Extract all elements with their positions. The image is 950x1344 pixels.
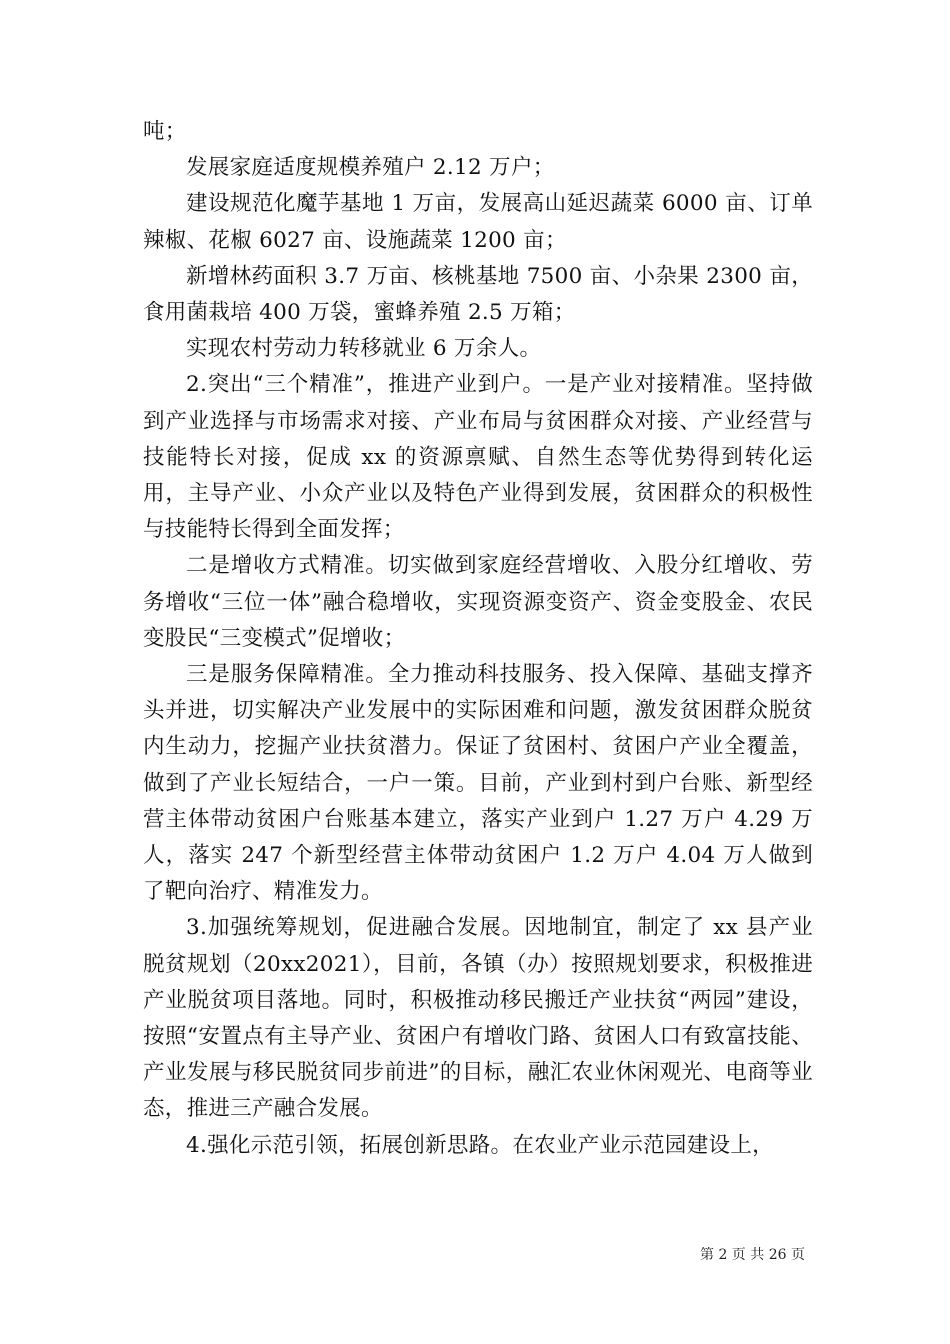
paragraph-demonstration: 4.强化示范引领，拓展创新思路。在农业产业示范园建设上， [186, 1132, 774, 1158]
paragraph-income-precise: 二是增收方式精准。切实做到家庭经营增收、入股分红增收、劳务增收“三位一体”融合稳增收，实现资源变资产、资金变股金、农民变股民“三变模式”促增收； [143, 553, 813, 651]
paragraph-konjac-vegetables: 建设规范化魔芋基地 1 万亩，发展高山延迟蔬菜 6000 亩、订单辣椒、花椒 6027 亩、设施蔬菜 1200 亩； [143, 191, 813, 253]
paragraph-household-breeding: 发展家庭适度规模养殖户 2.12 万户； [186, 155, 555, 181]
document-body [143, 114, 813, 1164]
paragraph-continuation: 吨； [143, 119, 187, 144]
paragraph-service-precise: 三是服务保障精准。全力推动科技服务、投入保障、基础支撑齐头并进，切实解决产业发展中的实际困难和问题，激发贫困群众脱贫内生动力，挖掘产业扶贫潜力。保证了贫困村、贫困户产业全覆盖，做到了产业长短结合，一户一策。目前，产业到村到户台账、新型经营主体带动贫困户台账基本建立，落实产业到户 1.27 万户 4.29 万人，落实 247 个新型经营主体带动贫困户 1.2 万户 4.04 万人做到了靶向治疗、精准发力。 [143, 662, 813, 905]
paragraph-planning: 3.加强统筹规划，促进融合发展。因地制宜，制定了 xx 县产业脱贫规划（20xx2021），目前，各镇（办）按照规划要求，积极推进产业脱贫项目落地。同时，积极推动移民搬迁产业扶贫“两园”建设，按照“安置点有主导产业、贫困户有增收门路、贫困人口有致富技能、产业发展与移民脱贫同步前进”的目标，融汇农业休闲观光、电商等业态，推进三产融合发展。 [143, 915, 814, 1122]
paragraph-three-precise: 2.突出“三个精准”，推进产业到户。一是产业对接精准。坚持做到产业选择与市场需求对接、产业布局与贫困群众对接、产业经营与技能特长对接，促成 xx 的资源禀赋、自然生态等优势得到转化运用，主导产业、小众产业以及特色产业得到发展，贫困群众的积极性与技能特长得到全面发挥； [143, 372, 813, 543]
paragraph-labor-transfer: 实现农村劳动力转移就业 6 万余人。 [186, 336, 542, 362]
page-number-footer: 第 2 页 共 26 页 [700, 1247, 805, 1263]
paragraph-forest-medicine: 新增林药面积 3.7 万亩、核桃基地 7500 亩、小杂果 2300 亩，食用菌栽培 400 万袋，蜜蜂养殖 2.5 万箱； [143, 263, 813, 326]
